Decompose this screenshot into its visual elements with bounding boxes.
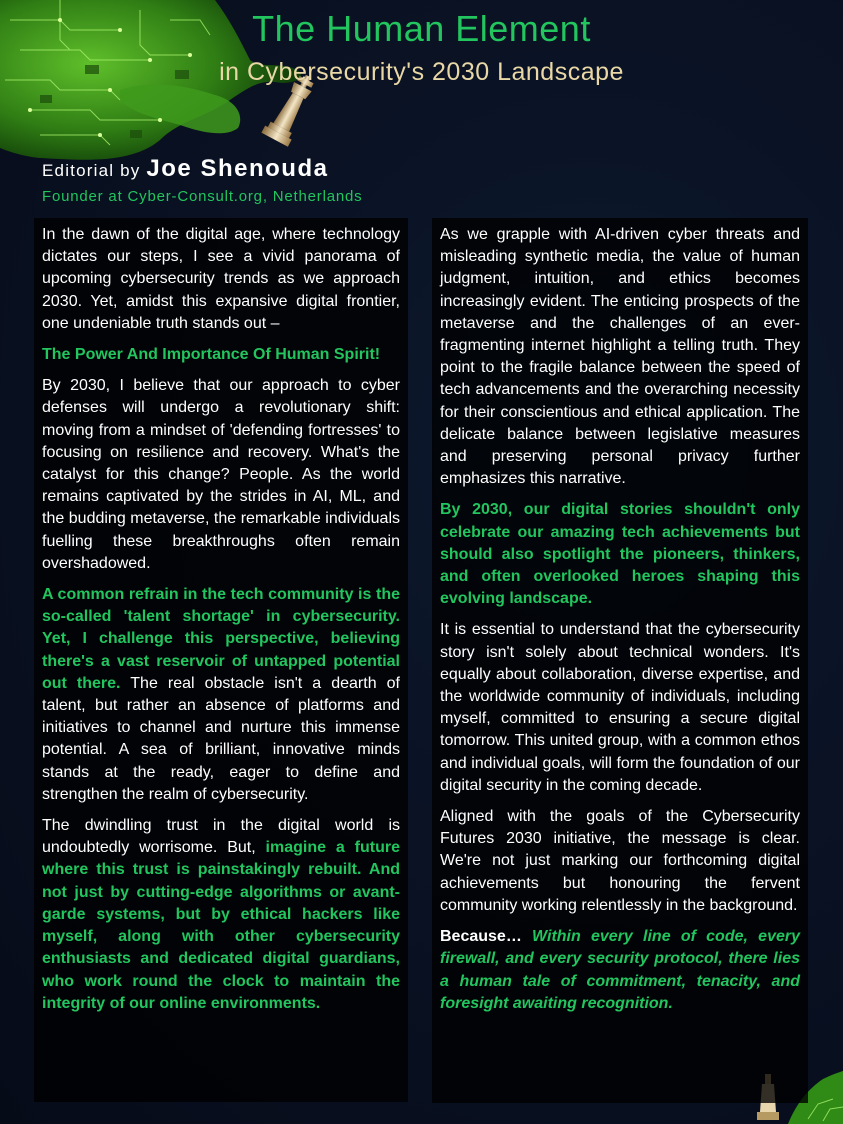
- body-text: The real obstacle isn't a dearth of talent, but rather an absence of platforms and initiatives to channel and nurture this immense potential. A sea of brilliant, innovative minds stands at the ready, eager to define and strengthen the realm of cybersecurity.: [42, 674, 400, 803]
- page-title: The Human Element: [252, 8, 591, 49]
- author-name: Joe Shenouda: [146, 155, 329, 182]
- right-paragraph-4: Aligned with the goals of the Cybersecurity Futures 2030 initiative, the message is clear. We're not just marking our forthcoming digital achievements but honouring the fervent community working relentlessly in the background.: [440, 808, 800, 914]
- because-lead: Because…: [440, 928, 522, 946]
- right-paragraph-3: It is essential to understand that the cybersecurity story isn't solely about technical wonders. It's equally about collaboration, diverse expertise, and the worldwide community of individuals, including myself, committed to ensuring a secure digital tomorrow. This united group, with a common ethos and individual goals, will form the foundation of our digital security in the coming decade.: [440, 621, 800, 794]
- left-paragraph-2: By 2030, I believe that our approach to cyber defenses will undergo a revolutionary shift: moving from a mindset of 'defending fortresses' to focusing on resilience and recovery. What's the catalyst for this change? People. As the world remains captivated by the strides in AI, ML, and the budding metaverse, the remarkable individuals fuelling these breakthroughs often remain overshadowed.: [42, 377, 400, 572]
- page-subtitle: in Cybersecurity's 2030 Landscape: [219, 58, 624, 86]
- highlight-text: A common refrain in the tech community is the so-called 'talent shortage' in cybersecurity. Yet, I challenge this perspective, believing there's a vast reservoir of untapped potential out there.: [42, 586, 400, 692]
- byline: [42, 155, 328, 183]
- right-paragraph-2-highlight: By 2030, our digital stories shouldn't only celebrate our amazing tech achievements but should also spotlight the pioneers, thinkers, and often overlooked heroes shaping this evolving landscape.: [440, 501, 800, 608]
- right-paragraph-5: [440, 926, 800, 1015]
- closing-highlight: Within every line of code, every firewall, and every security protocol, there lies a human tale of commitment, tenacity, and foresight awaiting recognition.: [440, 928, 800, 1012]
- author-role: Founder at Cyber-Consult.org, Netherlands: [42, 188, 363, 205]
- highlight-text: imagine a future where this trust is painstakingly rebuilt. And not just by cutting-edge algorithms or avant-garde systems, but by ethical hackers like myself, along with other cybersecurity enthusiasts and dedicated digital guardians, who work round the clock to maintain the integrity of our online environments.: [42, 839, 401, 1012]
- right-paragraph-1: As we grapple with AI-driven cyber threats and misleading synthetic media, the value of human judgment, intuition, and ethics becomes increasingly evident. The enticing prospects of the metaverse and the challenges of an ever-fragmenting internet highlight a telling truth. They point to the fragile balance between the speed of tech advancements and the overarching necessity for their conscientious and ethical application. The delicate balance between legislative measures and preserving personal privacy further emphasizes this narrative.: [440, 226, 800, 488]
- section-heading: The Power And Importance Of Human Spirit!: [42, 346, 381, 364]
- right-column: [432, 218, 808, 1103]
- left-paragraph-1: In the dawn of the digital age, where technology dictates our steps, I see a vivid panorama of upcoming cybersecurity trends as we approach 2030. Yet, amidst this expansive digital frontier, one undeniable truth stands out –: [42, 226, 400, 332]
- left-paragraph-3: [42, 584, 400, 806]
- left-column: [34, 218, 408, 1102]
- body-text: The dwindling trust in the digital world is undoubtedly worrisome. But,: [42, 817, 400, 857]
- byline-prefix: Editorial by: [42, 161, 147, 180]
- left-paragraph-4: [42, 815, 400, 1015]
